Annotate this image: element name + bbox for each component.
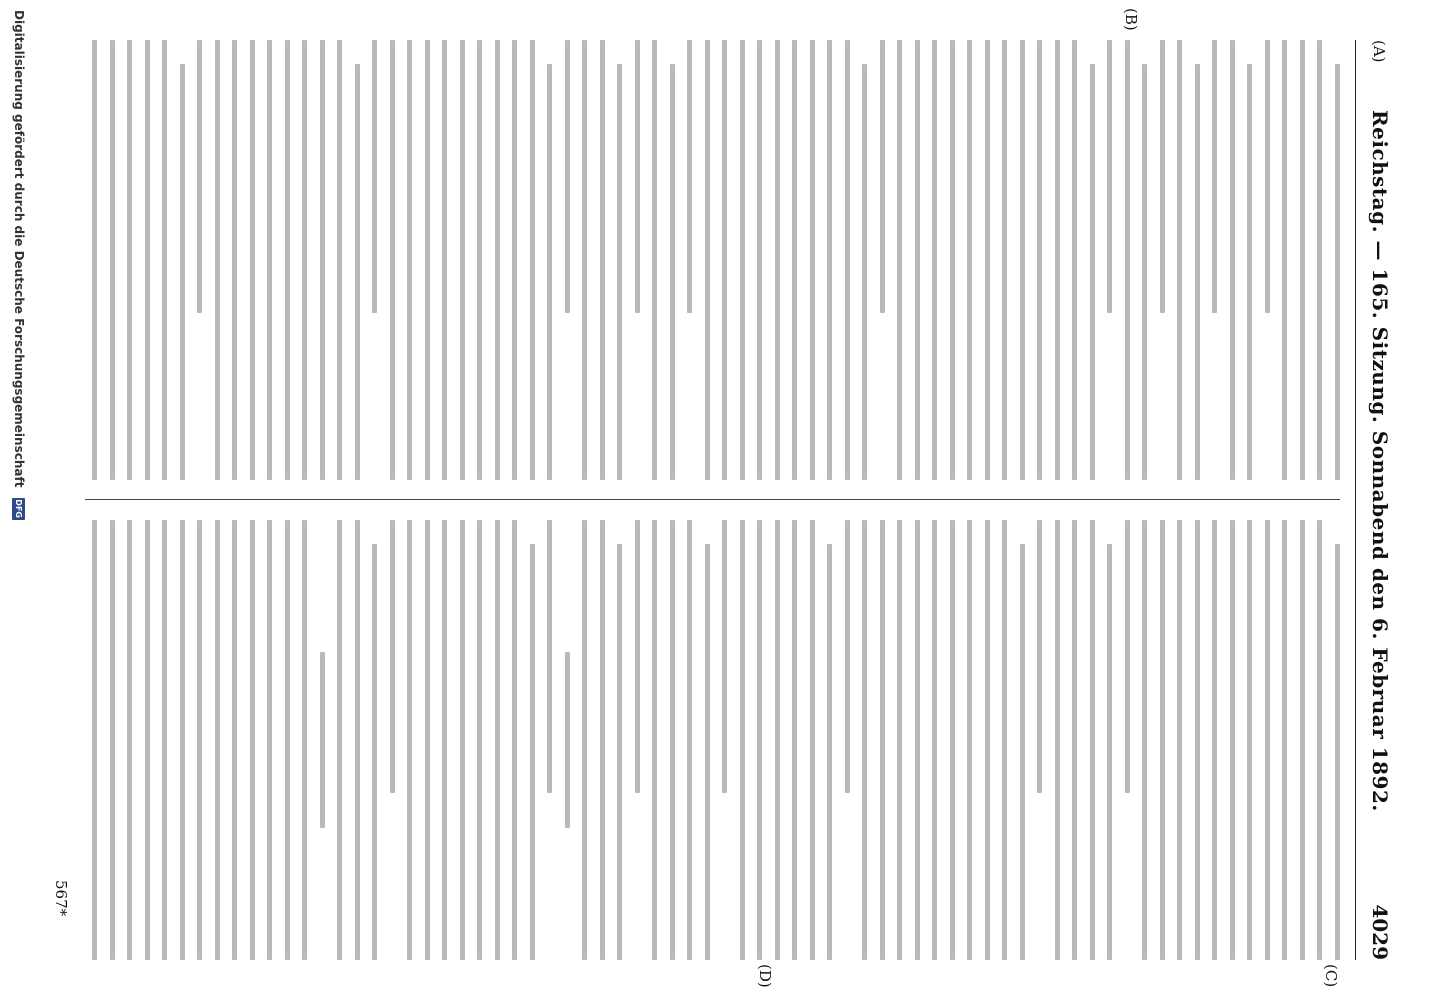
text-line [1248, 520, 1253, 960]
text-line [933, 520, 938, 960]
text-line [233, 520, 238, 960]
text-line [495, 520, 500, 960]
right-text-column [85, 520, 1340, 960]
text-line [513, 520, 518, 960]
text-line [618, 64, 623, 480]
text-line [810, 40, 815, 480]
text-line [478, 40, 483, 480]
text-line [845, 520, 850, 793]
text-line [740, 40, 745, 480]
text-line [1265, 520, 1270, 960]
text-line [1178, 40, 1183, 480]
text-line [460, 40, 465, 480]
text-line [1230, 40, 1235, 480]
text-line [110, 40, 115, 480]
text-line [530, 544, 535, 960]
text-line [355, 520, 360, 960]
text-line [320, 40, 325, 480]
text-line [233, 40, 238, 480]
text-line [443, 40, 448, 480]
text-line [495, 40, 500, 480]
text-line [1335, 544, 1340, 960]
text-line [1143, 64, 1148, 480]
running-header [1358, 40, 1392, 960]
text-line [355, 64, 360, 480]
text-line [548, 520, 553, 793]
text-line [688, 40, 693, 313]
text-line [1090, 64, 1095, 480]
text-line [600, 520, 605, 960]
text-line [1318, 520, 1323, 960]
text-line [1283, 520, 1288, 960]
text-line [810, 520, 815, 960]
text-line [198, 40, 203, 313]
text-line [408, 520, 413, 960]
text-line [1335, 64, 1340, 480]
text-line [985, 40, 990, 480]
text-line [320, 652, 325, 828]
text-line [828, 544, 833, 960]
text-line [950, 520, 955, 960]
margin-mark-c: (C) [1322, 964, 1340, 988]
text-line [303, 520, 308, 960]
text-line [863, 64, 868, 480]
text-line [215, 520, 220, 960]
column-divider [85, 499, 1340, 500]
text-line [1283, 40, 1288, 480]
margin-mark-d: (D) [756, 964, 774, 988]
text-line [950, 40, 955, 480]
text-line [1090, 520, 1095, 960]
text-line [250, 520, 255, 960]
text-line [600, 40, 605, 480]
text-line [968, 40, 973, 480]
text-line [985, 520, 990, 960]
text-line [1038, 520, 1043, 793]
text-line [898, 40, 903, 480]
text-line [863, 520, 868, 960]
text-line [513, 40, 518, 480]
text-line [775, 520, 780, 960]
text-line [1300, 520, 1305, 960]
text-line [565, 652, 570, 828]
text-line [723, 520, 728, 793]
text-line [268, 520, 273, 960]
text-line [145, 40, 150, 480]
text-line [128, 520, 133, 960]
text-line [1265, 40, 1270, 313]
margin-mark-a: (A) [1370, 40, 1388, 63]
text-line [1038, 40, 1043, 480]
text-line [933, 40, 938, 480]
text-line [530, 40, 535, 480]
text-line [390, 520, 395, 793]
text-line [793, 40, 798, 480]
text-line [898, 520, 903, 960]
text-line [653, 40, 658, 480]
text-line [1195, 520, 1200, 960]
text-line [548, 64, 553, 480]
text-line [390, 40, 395, 480]
text-line [1055, 520, 1060, 960]
text-line [775, 40, 780, 480]
text-line [373, 544, 378, 960]
text-line [128, 40, 133, 480]
text-line [688, 520, 693, 960]
text-line [583, 40, 588, 480]
text-line [338, 40, 343, 480]
text-line [1160, 40, 1165, 313]
text-line [915, 40, 920, 480]
text-line [110, 520, 115, 960]
text-line [443, 520, 448, 960]
text-line [1125, 40, 1130, 480]
text-line [723, 40, 728, 480]
text-line [793, 520, 798, 960]
text-line [1020, 544, 1025, 960]
text-line [215, 40, 220, 480]
left-text-column [85, 40, 1340, 480]
text-line [1108, 544, 1113, 960]
text-line [1003, 520, 1008, 960]
page-number: 4029 [1368, 904, 1392, 960]
text-line [635, 520, 640, 793]
text-line [1143, 520, 1148, 960]
text-line [408, 40, 413, 480]
text-line [880, 520, 885, 960]
text-line [145, 520, 150, 960]
text-line [1108, 40, 1113, 313]
text-line [758, 40, 763, 480]
text-line [1195, 64, 1200, 480]
text-line [373, 40, 378, 313]
header-rule [1355, 40, 1356, 960]
text-line [1248, 64, 1253, 480]
digitization-credit-text: Digitalisierung gefördert durch die Deutsche Forschungsgemeinschaft [12, 10, 26, 488]
text-line [163, 40, 168, 480]
text-line [618, 544, 623, 960]
text-line [93, 520, 98, 960]
text-line [268, 40, 273, 480]
page-signature: 567* [52, 880, 70, 917]
text-line [1020, 40, 1025, 480]
text-line [93, 40, 98, 480]
text-line [460, 520, 465, 960]
text-line [653, 520, 658, 960]
text-line [565, 40, 570, 313]
text-line [1160, 520, 1165, 960]
digitization-credit [12, 10, 26, 520]
text-line [1003, 40, 1008, 480]
text-line [828, 40, 833, 480]
text-line [705, 544, 710, 960]
text-line [1213, 40, 1218, 313]
text-line [758, 520, 763, 960]
text-line [250, 40, 255, 480]
text-line [1318, 40, 1323, 480]
text-line [180, 520, 185, 960]
text-line [1073, 520, 1078, 960]
text-line [1178, 520, 1183, 960]
text-line [425, 520, 430, 960]
margin-mark-b: (B) [1122, 8, 1140, 31]
text-line [180, 64, 185, 480]
text-line [583, 520, 588, 960]
text-line [285, 40, 290, 480]
text-line [198, 520, 203, 960]
text-line [478, 520, 483, 960]
text-line [285, 520, 290, 960]
text-line [880, 40, 885, 313]
text-line [670, 520, 675, 960]
text-line [670, 64, 675, 480]
text-line [1213, 520, 1218, 960]
text-line [163, 520, 168, 960]
text-line [845, 40, 850, 480]
text-line [1073, 40, 1078, 480]
text-line [425, 40, 430, 480]
text-line [635, 40, 640, 313]
text-line [1230, 520, 1235, 960]
dfg-logo-icon: DFG [14, 499, 23, 518]
text-line [705, 40, 710, 480]
text-line [1125, 520, 1130, 793]
text-line [740, 520, 745, 960]
text-line [1055, 40, 1060, 480]
running-title: Reichstag. — 165. Sitzung. Sonnabend den 6. Februar 1892. [1368, 110, 1392, 812]
text-line [968, 520, 973, 960]
text-line [338, 520, 343, 960]
text-line [915, 520, 920, 960]
text-line [1300, 40, 1305, 480]
text-line [303, 40, 308, 480]
